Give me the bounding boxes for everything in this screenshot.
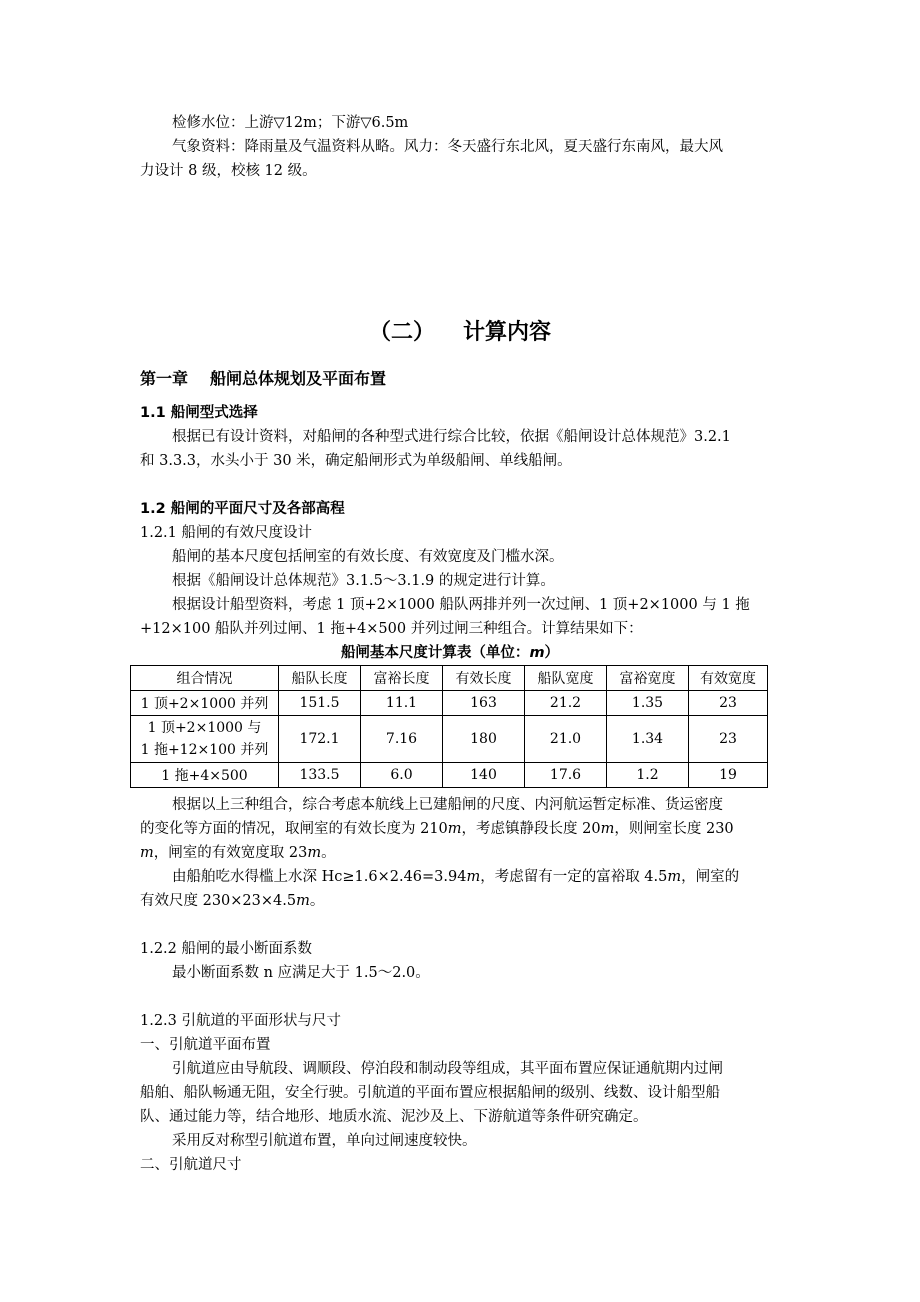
lock-dimension-table — [130, 665, 768, 788]
unit-m: m — [296, 893, 310, 909]
table-cell: 1.35 — [607, 691, 689, 716]
s123-item-1: 一、引航道平面布置 — [140, 1037, 271, 1053]
after-line-1: 根据以上三种组合，综合考虑本航线上已建船闸的尺度、内河航运暂定标准、货运密度 — [172, 797, 723, 813]
unit-m: m — [307, 845, 322, 861]
table-header-cell: 组合情况 — [131, 666, 279, 691]
s123-paragraph-2: 采用反对称型引航道布置，单向过闸速度较快。 — [172, 1133, 477, 1149]
intro-line-1: 检修水位：上游▽12m；下游▽6.5m — [172, 115, 409, 131]
table-cell: 17.6 — [525, 763, 607, 788]
intro-line-3: 力设计 8 级，校核 12 级。 — [140, 163, 317, 179]
heading-1-1: 1.1 船闸型式选择 — [140, 405, 258, 421]
text-run: ，考虑留有一定的富裕取 4.5 — [480, 869, 668, 885]
s123-paragraph-1a: 引航道应由导航段、调顺段、停泊段和制动段等组成，其平面布置应保证通航期内过闸 — [172, 1061, 723, 1077]
s12-paragraph-3b: +12×100 船队并列过闸、1 拖+4×500 并列过闸三种组合。计算结果如下： — [140, 621, 643, 637]
text-run: ，闸室的有效宽度取 23 — [153, 845, 308, 861]
table-cell: 6.0 — [361, 763, 443, 788]
table-cell: 23 — [689, 716, 768, 763]
s12-paragraph-2: 根据《船闸设计总体规范》3.1.5～3.1.9 的规定进行计算。 — [172, 573, 555, 589]
table-cell: 172.1 — [279, 716, 361, 763]
table-cell-line: 1 拖+12×100 并列 — [140, 742, 269, 758]
unit-m: m — [600, 821, 615, 837]
after-line-3 — [140, 841, 780, 865]
s11-line-2: 和 3.3.3，水头小于 30 米，确定船闸形式为单级船闸、单线船闸。 — [140, 453, 572, 469]
text-run: 有效尺度 230×23×4.5 — [140, 893, 297, 909]
s123-item-2: 二、引航道尺寸 — [140, 1157, 242, 1173]
table-cell: 180 — [443, 716, 525, 763]
table-cell-line: 1 顶+2×1000 与 — [147, 720, 262, 736]
table-cell: 21.0 — [525, 716, 607, 763]
text-run: 。 — [309, 893, 325, 909]
unit-m: m — [466, 869, 481, 885]
chapter-heading — [140, 367, 780, 391]
table-cell: 7.16 — [361, 716, 443, 763]
table-header-row — [131, 666, 768, 691]
chapter-title: 船闸总体规划及平面布置 — [210, 369, 387, 388]
s122-text: 最小断面系数 n 应满足大于 1.5～2.0。 — [172, 965, 430, 981]
table-header-cell: 船队宽度 — [525, 666, 607, 691]
heading-1-2-3: 1.2.3 引航道的平面形状与尺寸 — [140, 1013, 342, 1029]
unit-m: m — [140, 845, 154, 861]
table-header-cell: 富裕宽度 — [607, 666, 689, 691]
after-line-4 — [140, 865, 780, 889]
table-header-cell: 船队长度 — [279, 666, 361, 691]
table-cell: 21.2 — [525, 691, 607, 716]
table-caption-unit: m — [529, 645, 545, 661]
after-line-5 — [140, 889, 780, 913]
unit-m: m — [667, 869, 682, 885]
table-row — [131, 763, 768, 788]
table-row — [131, 691, 768, 716]
unit-m: m — [447, 821, 462, 837]
text-run: 。 — [321, 845, 336, 861]
section-title-number: （二） — [368, 320, 435, 345]
s123-paragraph-1c: 队、通过能力等，结合地形、地质水流、泥沙及上、下游航道等条件研究确定。 — [140, 1109, 648, 1125]
after-line-2 — [140, 817, 780, 841]
table-cell: 151.5 — [279, 691, 361, 716]
text-run: 由船舶吃水得槛上水深 Hc≥1.6×2.46=3.94 — [172, 869, 467, 885]
chapter-number: 第一章 — [140, 369, 189, 388]
table-header-cell: 有效长度 — [443, 666, 525, 691]
table-cell-combination: 1 拖+4×500 — [131, 763, 279, 788]
table-header-cell: 有效宽度 — [689, 666, 768, 691]
text-run: ，考虑镇静段长度 20 — [461, 821, 601, 837]
table-cell: 133.5 — [279, 763, 361, 788]
section-title — [0, 315, 920, 346]
section-title-text: 计算内容 — [463, 320, 552, 345]
table-cell: 140 — [443, 763, 525, 788]
s12-paragraph-3a: 根据设计船型资料，考虑 1 顶+2×1000 船队两排并列一次过闸、1 顶+2×1000 与 1 拖 — [172, 597, 750, 613]
table-cell: 11.1 — [361, 691, 443, 716]
table-cell: 1.34 — [607, 716, 689, 763]
text-run: ，闸室的 — [681, 869, 740, 885]
s11-line-1: 根据已有设计资料，对船闸的各种型式进行综合比较，依据《船闸设计总体规范》3.2.1 — [172, 429, 731, 445]
table-cell-combination: 1 顶+2×1000 并列 — [131, 691, 279, 716]
table-caption-close: ） — [544, 645, 560, 661]
table-caption — [130, 641, 770, 662]
text-run: ，则闸室长度 230 — [614, 821, 734, 837]
table-caption-text: 船闸基本尺度计算表（单位： — [340, 645, 530, 661]
text-run: 的变化等方面的情况，取闸室的有效长度为 210 — [140, 821, 448, 837]
heading-1-2: 1.2 船闸的平面尺寸及各部高程 — [140, 501, 345, 517]
table-cell: 1.2 — [607, 763, 689, 788]
heading-1-2-1: 1.2.1 船闸的有效尺度设计 — [140, 525, 313, 541]
heading-1-2-2: 1.2.2 船闸的最小断面系数 — [140, 941, 313, 957]
s12-paragraph-1: 船闸的基本尺度包括闸室的有效长度、有效宽度及门槛水深。 — [172, 549, 564, 565]
table-row — [131, 716, 768, 763]
table-header-cell: 富裕长度 — [361, 666, 443, 691]
table-cell: 163 — [443, 691, 525, 716]
intro-line-2: 气象资料：降雨量及气温资料从略。风力：冬天盛行东北风，夏天盛行东南风，最大风 — [172, 139, 723, 155]
table-cell: 23 — [689, 691, 768, 716]
table-cell-combination — [131, 716, 279, 763]
s123-paragraph-1b: 船舶、船队畅通无阻，安全行驶。引航道的平面布置应根据船闸的级别、线数、设计船型船 — [140, 1085, 720, 1101]
table-cell: 19 — [689, 763, 768, 788]
